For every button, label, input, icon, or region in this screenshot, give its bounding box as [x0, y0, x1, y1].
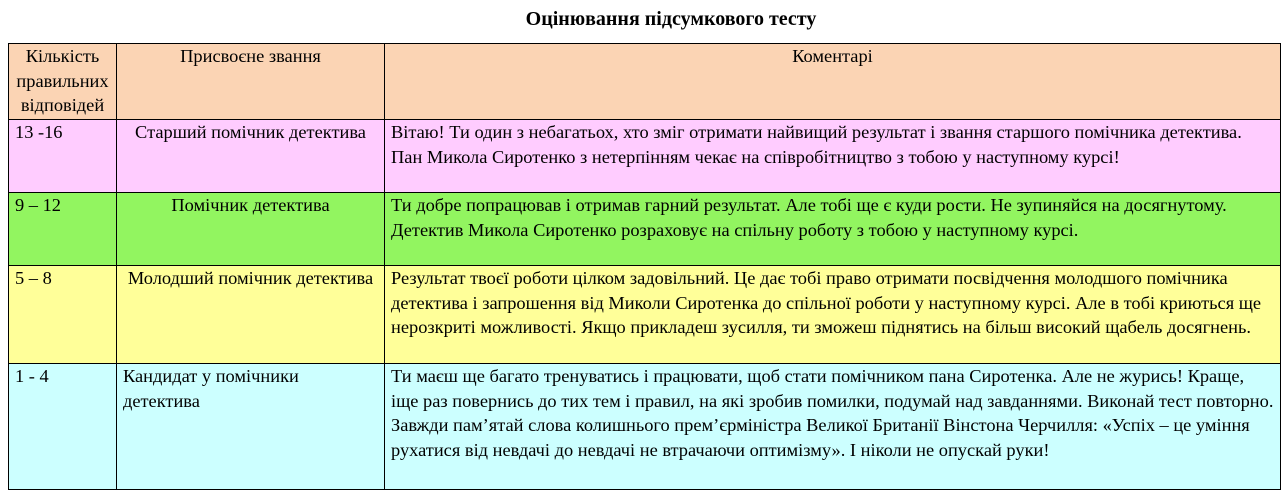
score-range: 1 - 4: [9, 364, 117, 490]
table-header-row: [9, 44, 1281, 120]
header-rank: Присвоєне звання: [117, 44, 385, 120]
rank-title: Молодший помічник детектива: [117, 266, 385, 364]
table-row: [9, 266, 1281, 364]
header-correct-answers: Кількість правильних відповідей: [9, 44, 117, 120]
header-comments: Коментарі: [385, 44, 1281, 120]
table-row: [9, 193, 1281, 266]
table-row: [9, 364, 1281, 490]
page-title: Оцінювання підсумкового тесту: [525, 8, 817, 30]
grading-table: [8, 43, 1281, 490]
rank-title: Помічник детектива: [117, 193, 385, 266]
comment-text: Ти маєш ще багато тренуватись і працювати, щоб стати помічником пана Сиротенка. Але не журись! Краще, іще раз повернись до тих тем і правил, на які зробив помилки, подумай над завданнями. Виконай тест повторно. Завжди пам’ятай слова колишнього прем’єрміністра Великої Британії Вінстона Черчилля: «Успіх – це уміння рухатися від невдачі до невдачі не втрачаючи оптимізму». І ніколи не опускай руки!: [385, 364, 1281, 490]
score-range: 9 – 12: [9, 193, 117, 266]
comment-text: Ти добре попрацював і отримав гарний результат. Але тобі ще є куди рости. Не зупиняйся на досягнутому. Детектив Микола Сиротенко розраховує на спільну роботу з тобою у наступному курсі.: [385, 193, 1281, 266]
table-row: [9, 120, 1281, 193]
rank-title: Старший помічник детектива: [117, 120, 385, 193]
score-range: 5 – 8: [9, 266, 117, 364]
rank-title: Кандидат у помічники детектива: [117, 364, 385, 490]
comment-text: Вітаю! Ти один з небагатьох, хто зміг отримати найвищий результат і звання старшого помічника детектива. Пан Микола Сиротенко з нетерпінням чекає на співробітництво з тобою у наступному курсі!: [385, 120, 1281, 193]
comment-text: Результат твоєї роботи цілком задовільний. Це дає тобі право отримати посвідчення молодшого помічника детектива і запрошення від Миколи Сиротенка до спільної роботи у наступному курсі. Але в тобі криються ще нерозкриті можливості. Якщо прикладеш зусилля, ти зможеш піднятись на більш високий щабель досягнень.: [385, 266, 1281, 364]
score-range: 13 -16: [9, 120, 117, 193]
